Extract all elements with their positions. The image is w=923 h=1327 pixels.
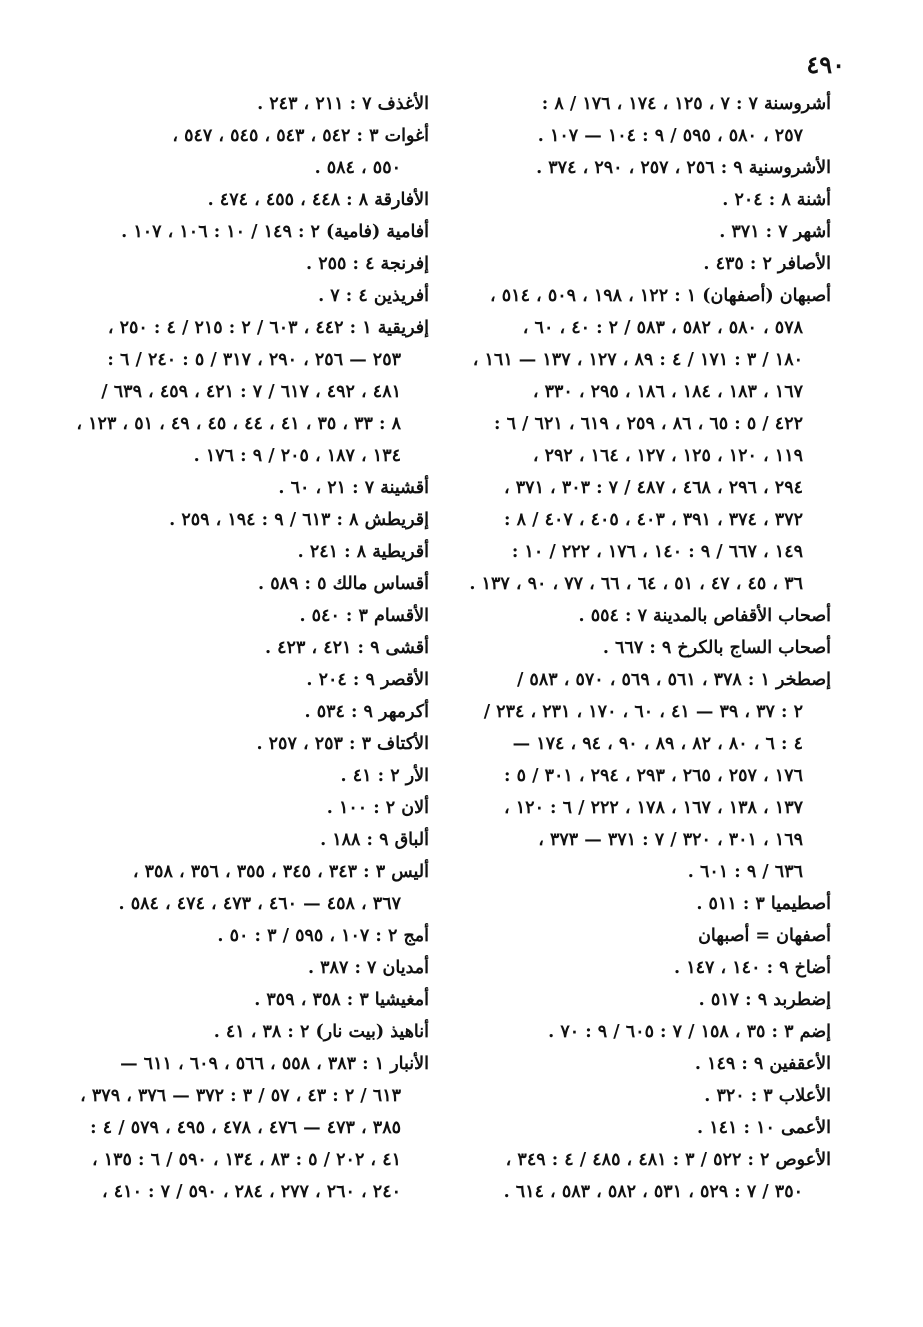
index-entry: أشهر ٧ : ٣٧١ . xyxy=(719,222,831,242)
index-entry: الأعقفين ٩ : ١٤٩ . xyxy=(694,1054,831,1074)
index-entry: أصفهان = أصبهان xyxy=(698,926,831,946)
index-entry: الأعمى ١٠ : ١٤١ . xyxy=(697,1118,831,1138)
index-entry-continuation: ٤ : ٦ ، ٨٠ ، ٨٢ ، ٨٩ ، ٩٠ ، ٩٤ ، ١٧٤ — xyxy=(512,734,803,754)
index-entry: أغوات ٣ : ٥٤٢ ، ٥٤٣ ، ٥٤٥ ، ٥٤٧ ، xyxy=(172,126,429,146)
index-entry: إقريطش ٨ : ٦١٣ / ٩ : ١٩٤ ، ٢٥٩ . xyxy=(169,510,429,530)
index-entry: أمديان ٧ : ٣٨٧ . xyxy=(307,958,429,978)
index-entry: الأقسام ٣ : ٥٤٠ . xyxy=(299,606,429,626)
index-entry: الأنبار ١ : ٣٨٣ ، ٥٥٨ ، ٥٦٦ ، ٦٠٩ ، ٦١١ — xyxy=(120,1054,429,1074)
index-entry-continuation: ٤٨١ ، ٤٩٢ ، ٦١٧ / ٧ : ٤٢١ ، ٤٥٩ ، ٦٣٩ / xyxy=(101,382,401,402)
index-entry-continuation: ٣٨٥ ، ٤٧٣ — ٤٧٦ ، ٤٧٨ ، ٤٩٥ ، ٥٧٩ / ٤ : xyxy=(90,1118,401,1138)
index-entry-continuation: ١٦٩ ، ٣٠١ ، ٣٢٠ / ٧ : ٣٧١ — ٣٧٣ ، xyxy=(538,830,803,850)
index-entry-continuation: ١٣٤ ، ١٨٧ ، ٢٠٥ / ٩ : ١٧٦ . xyxy=(193,446,401,466)
index-entry: أصطيميا ٣ : ٥١١ . xyxy=(696,894,831,914)
index-entry: أصحاب الأقفاص بالمدينة ٧ : ٥٥٤ . xyxy=(578,606,831,626)
index-entry: أصبهان (أصفهان) ١ : ١٢٢ ، ١٩٨ ، ٥٠٩ ، ٥١٤ ، xyxy=(490,286,831,306)
index-entry: إفرنجة ٤ : ٢٥٥ . xyxy=(306,254,429,274)
index-entry: أضاخ ٩ : ١٤٠ ، ١٤٧ . xyxy=(674,958,831,978)
index-entry: الأصافر ٢ : ٤٣٥ . xyxy=(703,254,831,274)
index-entry-continuation: ٣٦ ، ٤٥ ، ٤٧ ، ٥١ ، ٦٤ ، ٦٦ ، ٧٧ ، ٩٠ ، ١٣٧ . xyxy=(469,574,803,594)
index-entry: الأشروسنية ٩ : ٢٥٦ ، ٢٥٧ ، ٢٩٠ ، ٣٧٤ . xyxy=(536,158,831,178)
index-entry: إصطخر ١ : ٣٧٨ ، ٥٦١ ، ٥٦٩ ، ٥٧٠ ، ٥٨٣ / xyxy=(516,670,831,690)
index-entry: أكرمهر ٩ : ٥٣٤ . xyxy=(304,702,429,722)
index-entry-continuation: ٦١٣ / ٢ : ٤٣ ، ٥٧ / ٣ : ٣٧٢ — ٣٧٦ ، ٣٧٩ ، xyxy=(80,1086,401,1106)
index-entry-continuation: ٨ : ٣٣ ، ٣٥ ، ٤١ ، ٤٤ ، ٤٥ ، ٤٩ ، ٥١ ، ١٢٣ ، xyxy=(76,414,401,434)
index-entry-continuation: ١٧٦ ، ٢٥٧ ، ٢٦٥ ، ٢٩٣ ، ٢٩٤ ، ٣٠١ / ٥ : xyxy=(504,766,803,786)
index-entry: الأكتاف ٣ : ٢٥٣ ، ٢٥٧ . xyxy=(256,734,429,754)
index-entry: أشنة ٨ : ٢٠٤ . xyxy=(722,190,831,210)
index-entry: أقريطية ٨ : ٢٤١ . xyxy=(297,542,429,562)
index-entry: الأعلاب ٣ : ٣٢٠ . xyxy=(704,1086,831,1106)
index-entry-continuation: ٢٤٠ ، ٢٦٠ ، ٢٧٧ ، ٢٨٤ ، ٥٩٠ / ٧ : ٤١٠ ، xyxy=(102,1182,401,1202)
index-entry-continuation: ٢٥٧ ، ٥٨٠ ، ٥٩٥ / ٩ : ١٠٤ — ١٠٧ . xyxy=(537,126,803,146)
index-entry: أفريذين ٤ : ٧ . xyxy=(318,286,429,306)
index-entry-continuation: ٣٧٢ ، ٣٧٤ ، ٣٩١ ، ٤٠٣ ، ٤٠٥ ، ٤٠٧ / ٨ : xyxy=(504,510,803,530)
index-entry: أقشى ٩ : ٤٢١ ، ٤٢٣ . xyxy=(264,638,429,658)
index-entry: أليس ٣ : ٣٤٣ ، ٣٤٥ ، ٣٥٥ ، ٣٥٦ ، ٣٥٨ ، xyxy=(132,862,429,882)
index-entry-continuation: ١٨٠ / ٣ : ١٧١ / ٤ : ٨٩ ، ١٢٧ ، ١٣٧ — ١٦١ ، xyxy=(472,350,803,370)
index-entry: ألباق ٩ : ١٨٨ . xyxy=(320,830,429,850)
index-entry: أناهيذ (بيت نار) ٢ : ٣٨ ، ٤١ . xyxy=(213,1022,429,1042)
index-entry: الأقصر ٩ : ٢٠٤ . xyxy=(306,670,429,690)
index-entry-continuation: ١٣٧ ، ١٣٨ ، ١٦٧ ، ١٧٨ ، ٢٢٢ / ٦ : ١٢٠ ، xyxy=(504,798,803,818)
index-entry-continuation: ٢ : ٣٧ ، ٣٩ — ٤١ ، ٦٠ ، ١٧٠ ، ٢٣١ ، ٢٣٤ / xyxy=(483,702,803,722)
index-entry-continuation: ٣٥٠ / ٧ : ٥٢٩ ، ٥٣١ ، ٥٨٢ ، ٥٨٣ ، ٦١٤ . xyxy=(503,1182,803,1202)
index-entry-continuation: ٤١ ، ٢٠٢ / ٥ : ٨٣ ، ١٣٤ ، ٥٩٠ / ٦ : ١٣٥ ، xyxy=(92,1150,401,1170)
index-entry: الأفارقة ٨ : ٤٤٨ ، ٤٥٥ ، ٤٧٤ . xyxy=(207,190,429,210)
index-entry-continuation: ٦٣٦ / ٩ : ٦٠١ . xyxy=(687,862,803,882)
index-entry-continuation: ٣٦٧ ، ٤٥٨ — ٤٦٠ ، ٤٧٣ ، ٤٧٤ ، ٥٨٤ . xyxy=(118,894,401,914)
index-entry: الأعوص ٢ : ٥٢٢ / ٣ : ٤٨١ ، ٤٨٥ / ٤ : ٣٤٩ ، xyxy=(505,1150,831,1170)
index-entry: الأغذف ٧ : ٢١١ ، ٢٤٣ . xyxy=(257,94,429,114)
index-column-right xyxy=(441,88,831,1208)
index-entry-continuation: ٤٢٢ / ٥ : ٦٥ ، ٨٦ ، ٢٥٩ ، ٦١٩ ، ٦٢١ / ٦ : xyxy=(494,414,803,434)
index-entry-continuation: ٢٥٣ — ٢٥٦ ، ٢٩٠ ، ٣١٧ / ٥ : ٢٤٠ / ٦ : xyxy=(107,350,401,370)
index-entry: أفامية (فامية) ٢ : ١٤٩ / ١٠ : ١٠٦ ، ١٠٧ . xyxy=(121,222,429,242)
index-entry: إضم ٣ : ٣٥ ، ١٥٨ / ٧ : ٦٠٥ / ٩ : ٧٠ . xyxy=(548,1022,831,1042)
index-entry: الأر ٢ : ٤١ . xyxy=(340,766,429,786)
page-number: ٤٩٠ xyxy=(806,50,845,79)
index-entry-continuation: ٥٥٠ ، ٥٨٤ . xyxy=(314,158,401,178)
index-column-left xyxy=(1,88,429,1208)
index-entry-continuation: ٥٧٨ ، ٥٨٠ ، ٥٨٢ ، ٥٨٣ / ٢ : ٤٠ ، ٦٠ ، xyxy=(522,318,803,338)
index-entry: أشروسنة ٧ : ٧ ، ١٢٥ ، ١٧٤ ، ١٧٦ / ٨ : xyxy=(541,94,831,114)
index-entry-continuation: ١١٩ ، ١٢٠ ، ١٢٥ ، ١٢٧ ، ١٦٤ ، ٢٩٢ ، xyxy=(532,446,803,466)
index-entry-continuation: ١٦٧ ، ١٨٣ ، ١٨٤ ، ١٨٦ ، ٢٩٥ ، ٣٣٠ ، xyxy=(532,382,803,402)
index-entry: إضطربد ٩ : ٥١٧ . xyxy=(698,990,831,1010)
index-entry: أمغيشيا ٣ : ٣٥٨ ، ٣٥٩ . xyxy=(254,990,429,1010)
index-entry: أقشينة ٧ : ٢١ ، ٦٠ . xyxy=(278,478,429,498)
index-entry: أصحاب الساج بالكرخ ٩ : ٦٦٧ . xyxy=(602,638,831,658)
index-entry: أقساس مالك ٥ : ٥٨٩ . xyxy=(258,574,429,594)
index-entry: ألان ٢ : ١٠٠ . xyxy=(326,798,429,818)
index-entry-continuation: ١٤٩ ، ٦٦٧ / ٩ : ١٤٠ ، ١٧٦ ، ٢٢٢ / ١٠ : xyxy=(511,542,803,562)
index-entry-continuation: ٢٩٤ ، ٢٩٦ ، ٤٦٨ ، ٤٨٧ / ٧ : ٣٠٣ ، ٣٧١ ، xyxy=(504,478,803,498)
index-entry: أمج ٢ : ١٠٧ ، ٥٩٥ / ٣ : ٥٠ . xyxy=(217,926,429,946)
index-entry: إفريقية ١ : ٤٤٢ ، ٦٠٣ / ٢ : ٢١٥ / ٤ : ٢٥٠ ، xyxy=(107,318,429,338)
